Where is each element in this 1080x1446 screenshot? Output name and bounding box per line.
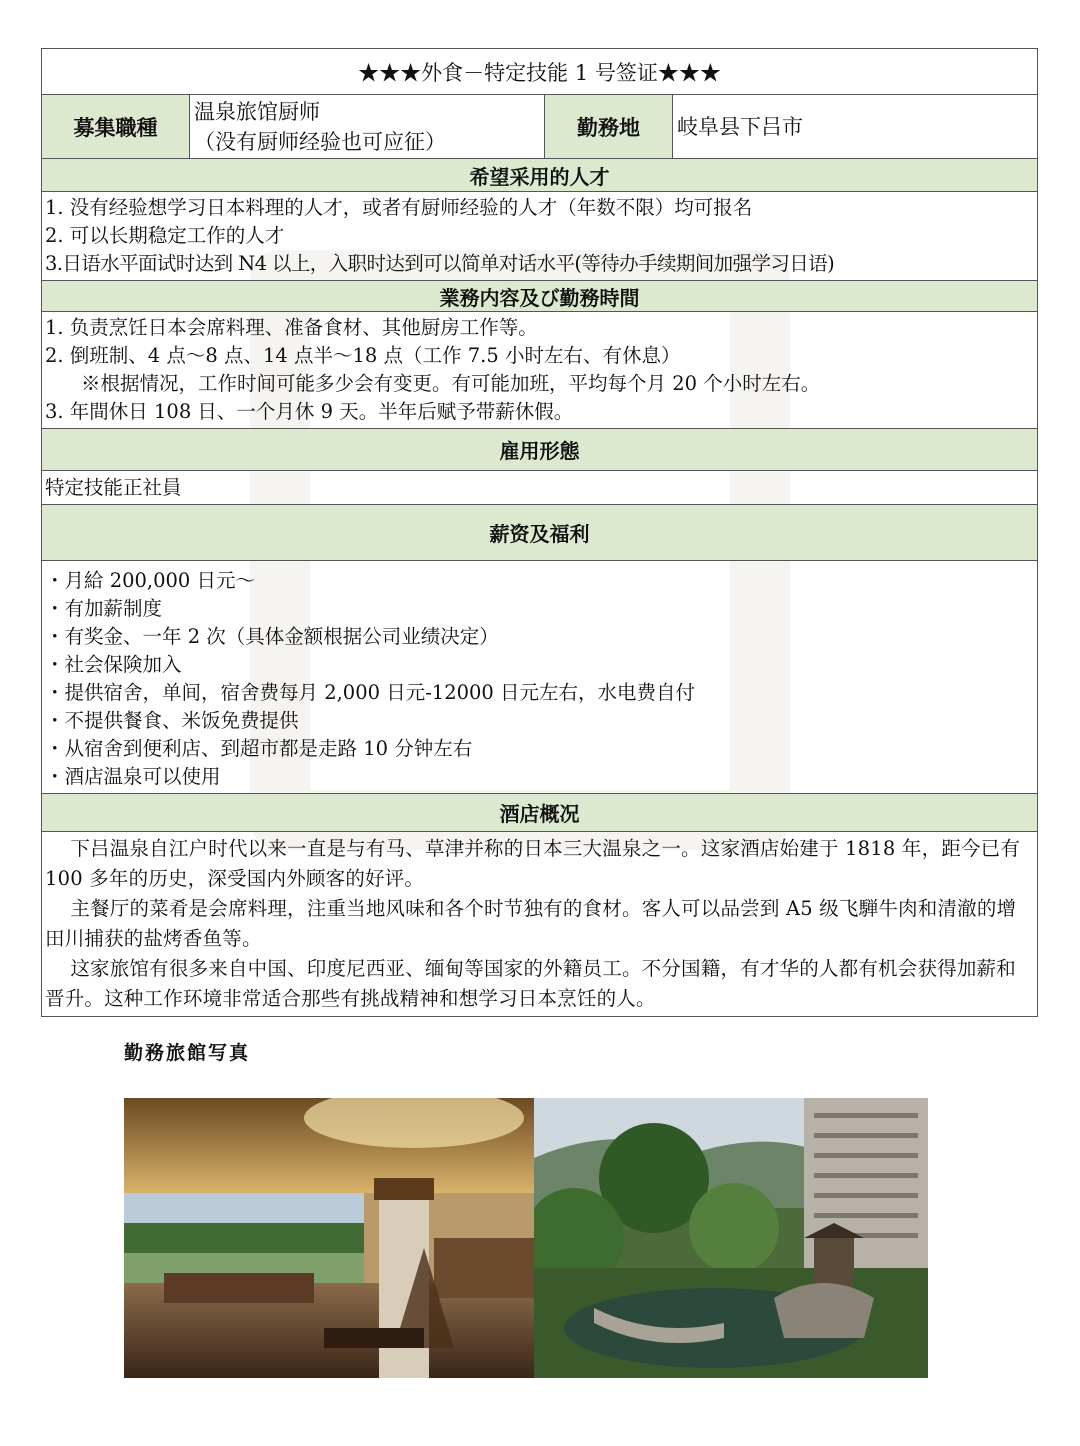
list-item: 2. 可以长期稳定工作的人才: [45, 224, 285, 247]
list-item: ・不提供餐食、米饭免费提供: [45, 709, 299, 732]
employment-heading: 雇用形態: [42, 429, 1038, 471]
duties-list: [42, 312, 1038, 429]
list-item: 3. 年間休日 108 日、一个月休 9 天。半年后赋予带薪休假。: [45, 400, 574, 423]
hotel-paragraph: 下吕温泉自江户时代以来一直是与有马、草津并称的日本三大温泉之一。这家酒店始建于 1818 年，距今已有 100 多年的历史，深受国内外顾客的好评。: [45, 837, 1021, 890]
job-type-value-line1: 温泉旅馆厨师: [194, 99, 320, 124]
list-item: ・月給 200,000 日元～: [45, 569, 256, 592]
hotel-photos: [124, 1098, 928, 1378]
duties-heading: 業務内容及び勤務時間: [42, 281, 1038, 312]
job-type-value: [190, 95, 545, 159]
list-item: 2. 倒班制、4 点～8 点、14 点半～18 点（工作 7.5 小时左右、有休息）: [45, 344, 681, 367]
hotel-paragraph: 主餐厅的菜肴是会席料理，注重当地风味和各个时节独有的食材。客人可以品尝到 A5 级飞騨牛肉和清澈的增田川捕获的盐烤香鱼等。: [45, 897, 1017, 950]
hotel-heading: 酒店概况: [42, 794, 1038, 832]
location-label: 勤務地: [545, 95, 673, 159]
employment-value: 特定技能正社員: [42, 471, 1038, 505]
lobby-photo-illustration: [124, 1098, 534, 1378]
benefits-heading: 薪资及福利: [42, 505, 1038, 561]
list-item: 1. 负责烹饪日本会席料理、准备食材、其他厨房工作等。: [45, 316, 538, 339]
list-item: 1. 没有经验想学习日本料理的人才，或者有厨师经验的人才（年数不限）均可报名: [45, 196, 753, 219]
garden-photo-illustration: [534, 1098, 928, 1378]
talent-list: [42, 192, 1038, 281]
job-type-label: 募集職種: [42, 95, 190, 159]
benefits-list: [42, 561, 1038, 794]
list-item: ※根据情况，工作时间可能多少会有变更。有可能加班，平均每个月 20 个小时左右。: [81, 372, 821, 395]
hotel-paragraph: 这家旅馆有很多来自中国、印度尼西亚、缅甸等国家的外籍员工。不分国籍，有才华的人都有机会获得加薪和晋升。这种工作环境非常适合那些有挑战精神和想学习日本烹饪的人。: [45, 957, 1016, 1010]
hotel-description: [42, 832, 1038, 1017]
list-item: ・提供宿舍，单间，宿舍费每月 2,000 日元-12000 日元左右，水电费自付: [45, 681, 696, 704]
photos-caption: 勤務旅館写真: [124, 1042, 251, 1064]
list-item: 3.日语水平面试时达到 N4 以上，入职时达到可以简单对话水平(等待办手续期间加强学习日语): [45, 252, 835, 275]
garden-photo: [534, 1098, 928, 1378]
list-item: ・有加薪制度: [45, 597, 163, 620]
job-posting-sheet: [41, 48, 1037, 1017]
job-posting-table: [41, 48, 1038, 1017]
list-item: ・从宿舍到便利店、到超市都是走路 10 分钟左右: [45, 737, 473, 760]
job-type-value-line2: （没有厨师经验也可应征）: [194, 129, 446, 154]
lobby-photo: [124, 1098, 534, 1378]
list-item: ・社会保険加入: [45, 653, 182, 676]
talent-heading: 希望采用的人才: [42, 159, 1038, 192]
list-item: ・有奖金、一年 2 次（具体金额根据公司业绩决定）: [45, 625, 499, 648]
list-item: ・酒店温泉可以使用: [45, 765, 221, 788]
location-value: 岐阜县下吕市: [673, 95, 1038, 159]
posting-title: ★★★外食－特定技能 1 号签证★★★: [42, 49, 1038, 95]
